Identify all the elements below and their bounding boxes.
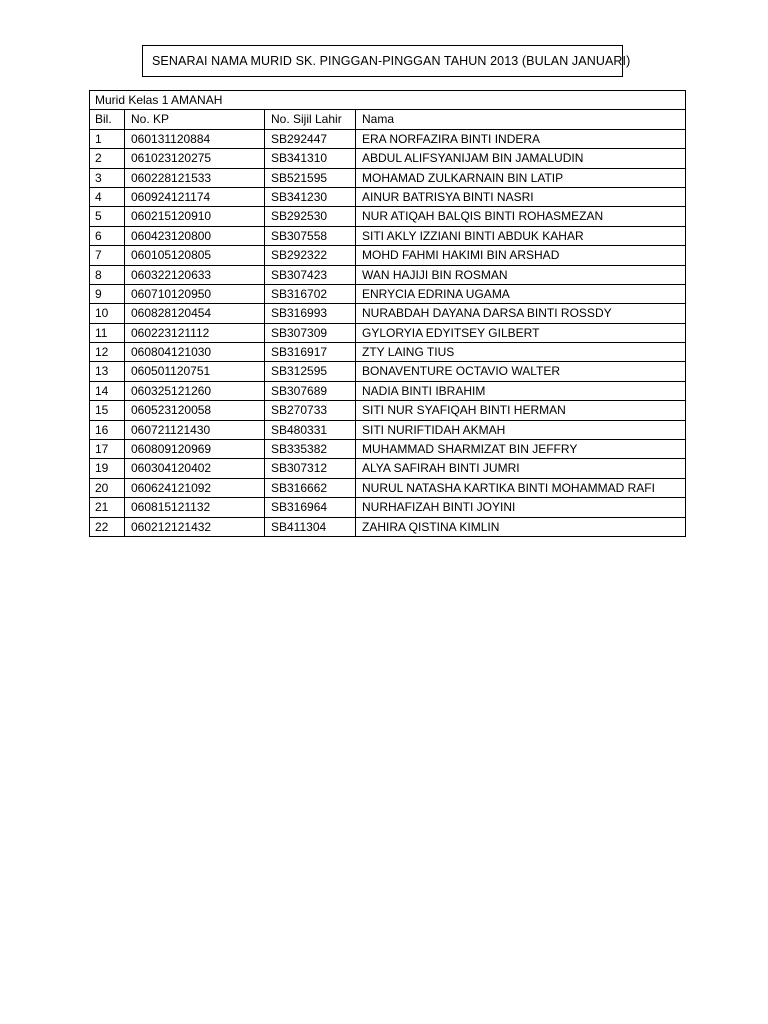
cell-bil: 16 — [90, 420, 125, 439]
cell-no-kp: 060423120800 — [125, 226, 265, 245]
cell-no-sijil-lahir: SB480331 — [265, 420, 356, 439]
cell-no-kp: 060924121174 — [125, 187, 265, 206]
cell-no-kp: 060212121432 — [125, 517, 265, 536]
cell-no-sijil-lahir: SB341310 — [265, 149, 356, 168]
table-row — [90, 459, 686, 478]
cell-no-sijil-lahir: SB307312 — [265, 459, 356, 478]
cell-nama: NUR ATIQAH BALQIS BINTI ROHASMEZAN — [356, 207, 686, 226]
table-row — [90, 517, 686, 536]
cell-nama: ZTY LAING TIUS — [356, 343, 686, 362]
cell-bil: 20 — [90, 478, 125, 497]
cell-nama: ZAHIRA QISTINA KIMLIN — [356, 517, 686, 536]
cell-bil: 9 — [90, 284, 125, 303]
cell-no-sijil-lahir: SB316917 — [265, 343, 356, 362]
column-header-nama: Nama — [356, 110, 686, 129]
cell-bil: 3 — [90, 168, 125, 187]
roster-body — [90, 91, 686, 537]
table-row — [90, 498, 686, 517]
table-row — [90, 304, 686, 323]
table-row — [90, 362, 686, 381]
cell-nama: SITI NURIFTIDAH AKMAH — [356, 420, 686, 439]
cell-no-sijil-lahir: SB307689 — [265, 381, 356, 400]
cell-no-sijil-lahir: SB270733 — [265, 401, 356, 420]
cell-no-kp: 060223121112 — [125, 323, 265, 342]
cell-bil: 21 — [90, 498, 125, 517]
cell-bil: 2 — [90, 149, 125, 168]
cell-nama: ENRYCIA EDRINA UGAMA — [356, 284, 686, 303]
cell-nama: BONAVENTURE OCTAVIO WALTER — [356, 362, 686, 381]
cell-bil: 5 — [90, 207, 125, 226]
cell-no-sijil-lahir: SB316964 — [265, 498, 356, 517]
cell-no-kp: 060624121092 — [125, 478, 265, 497]
cell-no-kp: 060501120751 — [125, 362, 265, 381]
cell-no-sijil-lahir: SB307423 — [265, 265, 356, 284]
cell-nama: NADIA BINTI IBRAHIM — [356, 381, 686, 400]
cell-nama: AINUR BATRISYA BINTI NASRI — [356, 187, 686, 206]
cell-bil: 14 — [90, 381, 125, 400]
cell-no-sijil-lahir: SB307309 — [265, 323, 356, 342]
cell-no-sijil-lahir: SB521595 — [265, 168, 356, 187]
cell-nama: SITI NUR SYAFIQAH BINTI HERMAN — [356, 401, 686, 420]
cell-nama: GYLORYIA EDYITSEY GILBERT — [356, 323, 686, 342]
class-label-row — [90, 91, 686, 110]
cell-no-sijil-lahir: SB307558 — [265, 226, 356, 245]
cell-nama: ERA NORFAZIRA BINTI INDERA — [356, 129, 686, 148]
cell-bil: 11 — [90, 323, 125, 342]
cell-nama: NURABDAH DAYANA DARSA BINTI ROSSDY — [356, 304, 686, 323]
cell-no-kp: 060721121430 — [125, 420, 265, 439]
cell-no-kp: 060228121533 — [125, 168, 265, 187]
cell-no-kp: 060804121030 — [125, 343, 265, 362]
table-row — [90, 323, 686, 342]
table-row — [90, 246, 686, 265]
cell-no-sijil-lahir: SB316702 — [265, 284, 356, 303]
cell-bil: 12 — [90, 343, 125, 362]
cell-no-sijil-lahir: SB316993 — [265, 304, 356, 323]
cell-nama: WAN HAJIJI BIN ROSMAN — [356, 265, 686, 284]
cell-nama: SITI AKLY IZZIANI BINTI ABDUK KAHAR — [356, 226, 686, 245]
cell-bil: 7 — [90, 246, 125, 265]
cell-no-kp: 060105120805 — [125, 246, 265, 265]
cell-no-sijil-lahir: SB341230 — [265, 187, 356, 206]
cell-bil: 4 — [90, 187, 125, 206]
table-row — [90, 226, 686, 245]
student-roster-table — [89, 90, 686, 537]
cell-no-sijil-lahir: SB335382 — [265, 440, 356, 459]
cell-no-sijil-lahir: SB292322 — [265, 246, 356, 265]
table-row — [90, 149, 686, 168]
document-title: SENARAI NAMA MURID SK. PINGGAN-PINGGAN TAHUN 2013 (BULAN JANUARI) — [142, 45, 623, 77]
cell-no-sijil-lahir: SB316662 — [265, 478, 356, 497]
cell-no-kp: 060809120969 — [125, 440, 265, 459]
column-header-no-kp: No. KP — [125, 110, 265, 129]
cell-no-kp: 060322120633 — [125, 265, 265, 284]
column-header-no-sijil-lahir: No. Sijil Lahir — [265, 110, 356, 129]
cell-no-kp: 061023120275 — [125, 149, 265, 168]
cell-no-kp: 060523120058 — [125, 401, 265, 420]
cell-no-kp: 060815121132 — [125, 498, 265, 517]
cell-nama: NURHAFIZAH BINTI JOYINI — [356, 498, 686, 517]
column-header-bil: Bil. — [90, 110, 125, 129]
cell-bil: 10 — [90, 304, 125, 323]
cell-nama: MOHAMAD ZULKARNAIN BIN LATIP — [356, 168, 686, 187]
cell-no-kp: 060215120910 — [125, 207, 265, 226]
table-row — [90, 343, 686, 362]
header-row — [90, 110, 686, 129]
table-row — [90, 440, 686, 459]
cell-bil: 6 — [90, 226, 125, 245]
cell-nama: ALYA SAFIRAH BINTI JUMRI — [356, 459, 686, 478]
cell-bil: 19 — [90, 459, 125, 478]
cell-bil: 17 — [90, 440, 125, 459]
table-row — [90, 420, 686, 439]
cell-bil: 8 — [90, 265, 125, 284]
table-row — [90, 207, 686, 226]
cell-no-kp: 060710120950 — [125, 284, 265, 303]
table-row — [90, 401, 686, 420]
cell-no-sijil-lahir: SB292447 — [265, 129, 356, 148]
cell-bil: 15 — [90, 401, 125, 420]
cell-no-kp: 060131120884 — [125, 129, 265, 148]
table-row — [90, 478, 686, 497]
cell-nama: ABDUL ALIFSYANIJAM BIN JAMALUDIN — [356, 149, 686, 168]
cell-nama: MOHD FAHMI HAKIMI BIN ARSHAD — [356, 246, 686, 265]
class-label: Murid Kelas 1 AMANAH — [90, 91, 686, 110]
cell-bil: 22 — [90, 517, 125, 536]
cell-bil: 13 — [90, 362, 125, 381]
cell-no-kp: 060304120402 — [125, 459, 265, 478]
cell-no-sijil-lahir: SB312595 — [265, 362, 356, 381]
table-row — [90, 284, 686, 303]
cell-no-kp: 060828120454 — [125, 304, 265, 323]
cell-no-sijil-lahir: SB292530 — [265, 207, 356, 226]
table-row — [90, 381, 686, 400]
table-row — [90, 187, 686, 206]
cell-nama: MUHAMMAD SHARMIZAT BIN JEFFRY — [356, 440, 686, 459]
cell-nama: NURUL NATASHA KARTIKA BINTI MOHAMMAD RAFI — [356, 478, 686, 497]
cell-bil: 1 — [90, 129, 125, 148]
table-row — [90, 129, 686, 148]
table-row — [90, 265, 686, 284]
cell-no-kp: 060325121260 — [125, 381, 265, 400]
cell-no-sijil-lahir: SB411304 — [265, 517, 356, 536]
table-row — [90, 168, 686, 187]
